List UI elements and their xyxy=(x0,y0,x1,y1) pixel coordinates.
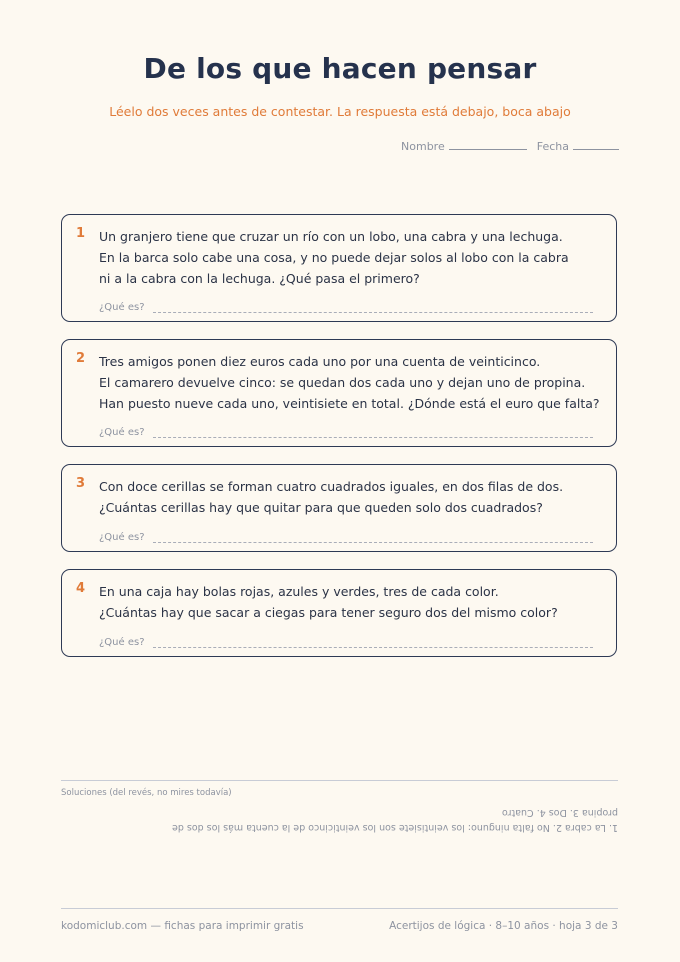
question-card-1 xyxy=(61,214,617,322)
question-line: Tres amigos ponen diez euros cada uno por una cuenta de veinticinco. xyxy=(99,354,541,369)
question-text xyxy=(99,226,569,289)
solution-line: 1. La cabra 2. No falta ninguno: los veintisiete son los veinticinco de la cuenta más los dos de xyxy=(171,822,618,833)
question-line: ¿Cuántas cerillas hay que quitar para que queden solo dos cuadrados? xyxy=(99,500,543,515)
question-line: El camarero devuelve cinco: se quedan dos cada uno y dejan uno de propina. xyxy=(99,375,586,390)
footer xyxy=(61,920,618,932)
answer-label: ¿Qué es? xyxy=(99,637,145,648)
question-card-3 xyxy=(61,464,617,552)
question-line: Con doce cerillas se forman cuatro cuadrados iguales, en dos filas de dos. xyxy=(99,479,564,494)
question-card-4 xyxy=(61,569,617,657)
question-number: 4 xyxy=(76,581,86,596)
solutions-upside-down xyxy=(61,805,618,835)
answer-label: ¿Qué es? xyxy=(99,302,145,313)
question-line: Un granjero tiene que cruzar un río con un lobo, una cabra y una lechuga. xyxy=(99,229,563,244)
name-label: Nombre xyxy=(401,140,445,153)
answer-label: ¿Qué es? xyxy=(99,532,145,543)
answer-row xyxy=(99,427,593,438)
solutions-divider xyxy=(61,780,618,781)
answer-label: ¿Qué es? xyxy=(99,427,145,438)
date-blank[interactable] xyxy=(573,139,619,150)
question-line: En la barca solo cabe una cosa, y no puede dejar solos al lobo con la cabra xyxy=(99,250,569,265)
question-text xyxy=(99,581,558,623)
answer-blank[interactable] xyxy=(153,639,593,648)
name-blank[interactable] xyxy=(449,139,527,150)
answer-blank[interactable] xyxy=(153,534,593,543)
solution-line: propina 3. Dos 4. Cuatro xyxy=(501,807,618,818)
footer-divider xyxy=(61,908,618,909)
question-line: Han puesto nueve cada uno, veintisiete en total. ¿Dónde está el euro que falta? xyxy=(99,396,600,411)
answer-row xyxy=(99,637,593,648)
footer-site: kodomiclub.com — fichas para imprimir gratis xyxy=(61,920,304,932)
answer-row xyxy=(99,302,593,313)
page-subtitle: Léelo dos veces antes de contestar. La respuesta está debajo, boca abajo xyxy=(109,104,571,119)
question-line: ni a la cabra con la lechuga. ¿Qué pasa el primero? xyxy=(99,271,420,286)
date-label: Fecha xyxy=(536,140,569,153)
question-card-2 xyxy=(61,339,617,447)
answer-blank[interactable] xyxy=(153,429,593,438)
question-text xyxy=(99,351,600,414)
answer-row xyxy=(99,532,593,543)
solutions-label: Soluciones (del revés, no mires todavía) xyxy=(61,788,232,798)
name-date-fields xyxy=(401,139,619,153)
page-title: De los que hacen pensar xyxy=(143,52,537,85)
answer-blank[interactable] xyxy=(153,304,593,313)
question-line: ¿Cuántas hay que sacar a ciegas para tener seguro dos del mismo color? xyxy=(99,605,558,620)
question-text xyxy=(99,476,563,518)
question-number: 2 xyxy=(76,351,86,366)
footer-sheet-info: Acertijos de lógica · 8–10 años · hoja 3 de 3 xyxy=(389,920,618,932)
question-line: En una caja hay bolas rojas, azules y verdes, tres de cada color. xyxy=(99,584,499,599)
question-number: 3 xyxy=(76,476,86,491)
question-number: 1 xyxy=(76,226,86,241)
